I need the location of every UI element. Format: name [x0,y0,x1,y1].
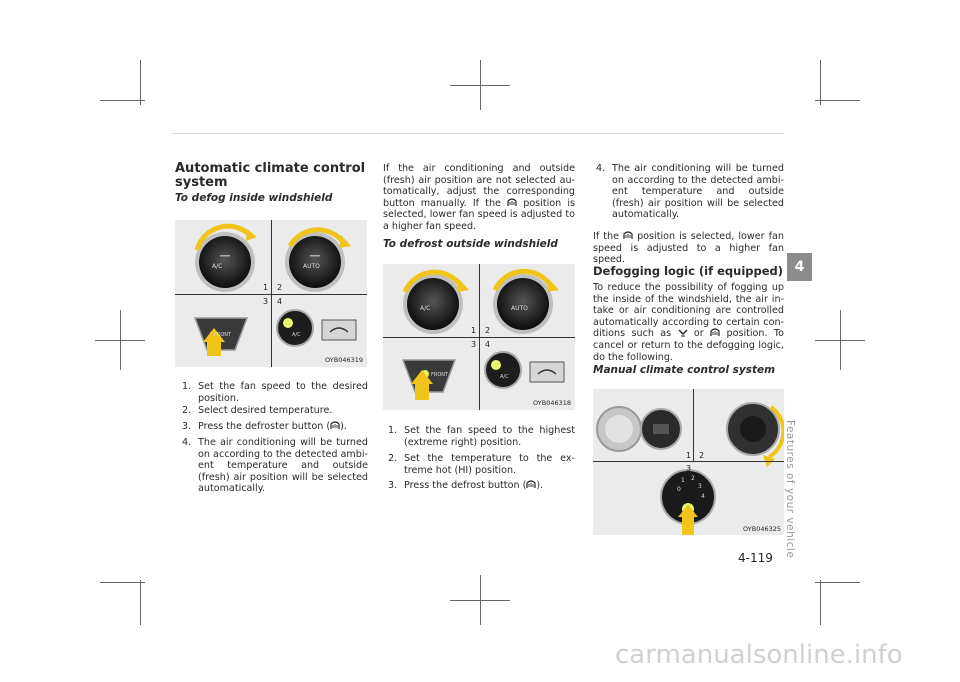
subheading-defog: To defog inside windshield [175,192,333,204]
paragraph: If the position is selected, lower fan speed is adjusted to a higher fan speed. [593,231,784,266]
page-number: 4-119 [738,551,773,565]
indicator-glow [283,318,293,328]
callout-2: 2 [485,326,491,335]
list-item: 4. The air conditioning will be turned on according to the detected ambi- ent temperature and outside (fresh) air position will be selected automatically. [596,163,784,221]
section-title-line2: system [175,175,228,190]
defog-mode-icon [678,328,688,337]
press-arrow-stem [207,340,221,356]
crop-mark [95,340,145,341]
subheading-defog-logic: Defogging logic (if equipped) [593,264,784,278]
callout-3: 3 [263,297,269,306]
list-item: 2. Select desired temperature. [182,405,333,416]
fan-knob [407,278,459,330]
crop-mark [820,580,821,625]
crop-mark [100,582,145,583]
callout-1: 1 [263,283,269,292]
crop-mark [815,100,860,101]
callout-4: 4 [485,340,491,349]
header-rule [172,133,784,134]
section-title-line1: Automatic climate control [175,161,366,176]
callout-1: 1 [686,451,692,460]
front-label: FRONT [214,332,232,338]
dial-3: 3 [698,483,702,490]
section-title [175,162,365,190]
auto-label: AUTO [303,263,320,270]
ac-small-label: A/C [500,374,509,380]
crop-mark [450,600,510,601]
callout-3: 3 [686,464,692,473]
crop-mark [140,580,141,625]
figure-code: OYB046318 [533,399,572,407]
recirc-button [530,362,564,382]
ac-label: A/C [212,263,223,270]
ac-knob [277,310,313,346]
figure-defog [175,220,367,367]
crop-mark [140,60,141,105]
callout-3: 3 [471,340,477,349]
fan-knob [199,236,251,288]
list-item: 3. Press the defroster button ( ). [182,421,347,432]
temp-knob [497,278,549,330]
paragraph: To reduce the possibility of fogging up the inside of the windshield, the air in- take or air conditioning are controlled automatically according to certain con- ditions such as or position. To cancel or return to the defogging logic, do the following. [593,282,785,363]
list-item: 4. The air conditioning will be turned on according to the detected ambi- ent temperature and outside (fresh) air position will be selected automatically. [182,437,368,495]
dial-1: 1 [681,477,685,484]
crop-mark [815,582,860,583]
figure-code: OYB046325 [743,525,782,533]
crop-mark [450,85,510,86]
crop-mark [815,340,865,341]
figure-manual-art [593,389,784,535]
ac-knob [485,352,521,388]
subheading-manual: Manual climate control system [593,364,776,376]
ac-label: A/C [420,305,431,312]
figure-code: OYB046319 [325,356,364,364]
list-item: 1. Set the fan speed to the highest (extreme right) position. [388,425,575,448]
rotate-arrow-head [339,235,351,248]
ac-small-label: A/C [292,332,301,338]
auto-label: AUTO [511,305,528,312]
front-label: FRONT [431,372,449,378]
recirc-button [322,320,356,340]
callout-1: 1 [471,326,477,335]
crop-mark [100,100,145,101]
dial-0: 0 [677,486,681,493]
figure-defrost [383,264,575,410]
defrost-icon [526,480,536,489]
dial-2: 2 [691,475,695,482]
subheading-defrost: To defrost outside windshield [383,238,558,250]
dial-4: 4 [701,493,705,500]
list-item: 2. Set the temperature to the ex- treme hot (HI) position. [388,453,575,476]
list-item: 3. Press the defrost button ( ). [388,480,544,491]
paragraph: If the air conditioning and outside (fresh) air position are not selected au- tomatically, adjust the corresponding button manually. If the position is selected, lower fan speed is adjusted to a higher fan speed. [383,163,576,232]
watermark: carmanualsonline.info [615,640,903,670]
defrost-icon [710,328,720,337]
chapter-tab: 4 [787,253,812,281]
temp-knob [289,236,341,288]
callout-2: 2 [699,451,705,460]
defrost-icon [623,231,633,240]
crop-mark [820,60,821,105]
rotate-arrow-head [246,229,257,241]
list-item: 1. Set the fan speed to the desired position. [182,381,368,404]
callout-4: 4 [277,297,283,306]
figure-manual [593,389,784,535]
defrost-icon [507,198,517,207]
callout-2: 2 [277,283,283,292]
defrost-icon [330,421,340,430]
